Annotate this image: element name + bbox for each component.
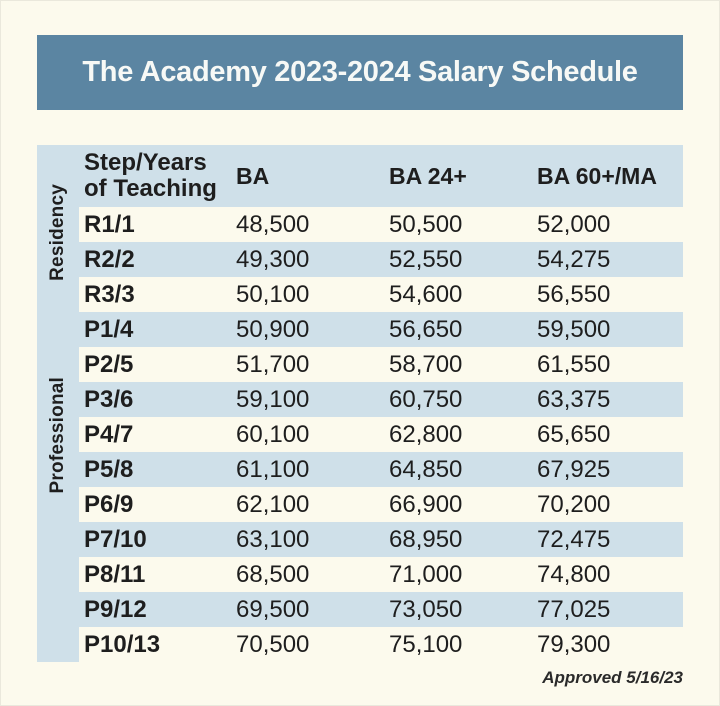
column-header-ba24: BA 24+	[389, 162, 467, 189]
page-title: The Academy 2023-2024 Salary Schedule	[82, 56, 638, 88]
table-row	[79, 242, 683, 277]
salary-ba24: 60,750	[389, 385, 463, 413]
step-label: P9/12	[84, 595, 147, 623]
step-label: P5/8	[84, 455, 134, 483]
salary-ba: 50,900	[236, 315, 310, 343]
step-label: P10/13	[84, 630, 161, 658]
section-label-residency	[37, 185, 79, 279]
salary-ba60ma: 61,550	[537, 350, 611, 378]
salary-ba60ma: 67,925	[537, 455, 611, 483]
table-row	[79, 522, 683, 557]
column-header-ba60ma: BA 60+/MA	[537, 162, 657, 189]
title-banner	[37, 35, 683, 110]
salary-ba: 70,500	[236, 630, 310, 658]
table-row	[79, 277, 683, 312]
table-row	[79, 592, 683, 627]
salary-ba: 60,100	[236, 420, 310, 448]
salary-ba: 69,500	[236, 595, 310, 623]
section-label-professional	[37, 370, 79, 500]
salary-ba60ma: 59,500	[537, 315, 611, 343]
approval-note: Approved 5/16/23	[542, 668, 683, 687]
table-row	[79, 452, 683, 487]
salary-ba: 61,100	[236, 455, 310, 483]
step-label: P2/5	[84, 350, 134, 378]
salary-ba24: 68,950	[389, 525, 463, 553]
salary-ba60ma: 72,475	[537, 525, 611, 553]
step-label: P4/7	[84, 420, 134, 448]
table-row	[79, 417, 683, 452]
column-header-ba: BA	[236, 162, 270, 189]
table-row	[79, 312, 683, 347]
salary-ba: 48,500	[236, 210, 310, 238]
salary-ba60ma: 77,025	[537, 595, 611, 623]
step-label: P8/11	[84, 560, 146, 588]
table-row	[79, 347, 683, 382]
salary-ba60ma: 52,000	[537, 210, 611, 238]
step-label: P3/6	[84, 385, 134, 413]
salary-ba24: 71,000	[389, 560, 463, 588]
salary-ba24: 73,050	[389, 595, 463, 623]
salary-ba24: 62,800	[389, 420, 463, 448]
salary-ba24: 50,500	[389, 210, 463, 238]
salary-ba60ma: 70,200	[537, 490, 611, 518]
salary-ba60ma: 74,800	[537, 560, 611, 588]
salary-ba60ma: 65,650	[537, 420, 611, 448]
salary-table	[37, 145, 683, 662]
table-row	[79, 207, 683, 242]
table-row	[79, 382, 683, 417]
step-label: R1/1	[84, 210, 135, 238]
salary-ba60ma: 56,550	[537, 280, 611, 308]
table-row	[79, 557, 683, 592]
salary-ba24: 56,650	[389, 315, 463, 343]
salary-ba: 62,100	[236, 490, 310, 518]
salary-ba60ma: 63,375	[537, 385, 611, 413]
salary-ba24: 75,100	[389, 630, 463, 658]
step-label: P7/10	[84, 525, 147, 553]
salary-ba: 68,500	[236, 560, 310, 588]
column-header-step-years: Step/Years of Teaching	[84, 148, 217, 202]
salary-ba60ma: 79,300	[537, 630, 611, 658]
salary-ba24: 52,550	[389, 245, 463, 273]
step-label: P1/4	[84, 315, 134, 343]
salary-ba: 49,300	[236, 245, 310, 273]
salary-ba24: 66,900	[389, 490, 463, 518]
salary-ba24: 54,600	[389, 280, 463, 308]
salary-ba: 59,100	[236, 385, 310, 413]
section-label-residency-text: Residency	[47, 183, 68, 281]
salary-ba24: 64,850	[389, 455, 463, 483]
table-row	[79, 627, 683, 662]
salary-ba: 50,100	[236, 280, 310, 308]
step-label: P6/9	[84, 490, 134, 518]
salary-ba: 63,100	[236, 525, 310, 553]
salary-ba: 51,700	[236, 350, 310, 378]
salary-ba60ma: 54,275	[537, 245, 611, 273]
section-sidebar	[37, 145, 79, 662]
step-label: R2/2	[84, 245, 135, 273]
table-header-row	[79, 145, 683, 207]
salary-ba24: 58,700	[389, 350, 463, 378]
step-label: R3/3	[84, 280, 135, 308]
section-label-professional-text: Professional	[47, 376, 68, 494]
table-row	[79, 487, 683, 522]
